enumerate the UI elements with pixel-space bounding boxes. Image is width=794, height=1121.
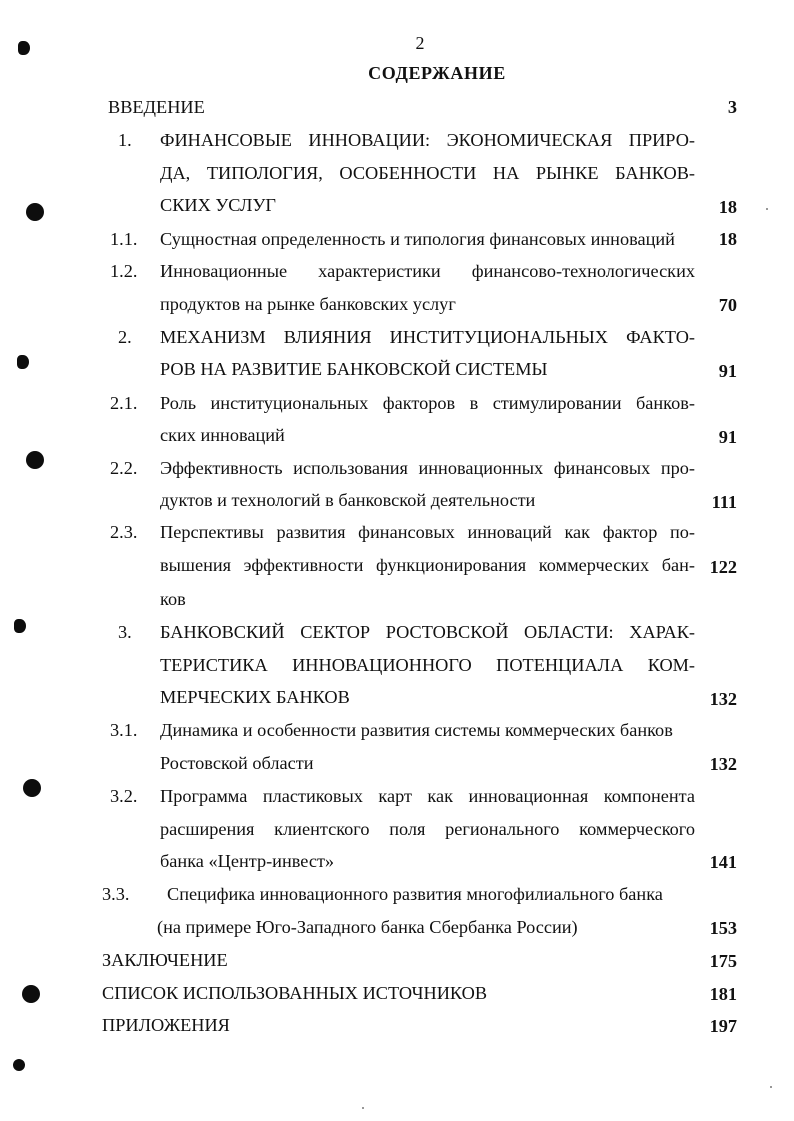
toc-entry-line: ских инноваций — [160, 425, 285, 445]
binder-hole-mark — [26, 451, 44, 469]
toc-entry-line: дуктов и технологий в банковской деятельности — [160, 490, 536, 510]
toc-entry-number: 2.1. — [110, 393, 138, 413]
toc-entry-page: 70 — [718, 295, 737, 315]
toc-entry-line: Эффективность использования инновационных финансовых про- — [160, 458, 695, 478]
toc-entry-page: 122 — [709, 557, 737, 577]
toc-entry-line: РОВ НА РАЗВИТИЕ БАНКОВСКОЙ СИСТЕМЫ — [160, 359, 548, 379]
toc-entry-line: Роль институциональных факторов в стимулировании банков- — [160, 393, 695, 413]
scan-speck — [770, 1086, 772, 1088]
toc-entry-line: расширения клиентского поля регионального коммерческого — [160, 819, 695, 839]
toc-entry-page: 175 — [709, 951, 737, 971]
toc-entry-number: 2.3. — [110, 522, 138, 542]
toc-entry-title: ВВЕДЕНИЕ — [108, 97, 205, 117]
binder-hole-mark — [26, 203, 44, 221]
toc-entry-page: 132 — [709, 689, 737, 709]
toc-entry-line: БАНКОВСКИЙ СЕКТОР РОСТОВСКОЙ ОБЛАСТИ: ХАРАК- — [160, 622, 695, 642]
toc-entry-number: 3.2. — [110, 786, 138, 806]
toc-entry-line: МЕРЧЕСКИХ БАНКОВ — [160, 687, 350, 707]
toc-entry-line: ков — [160, 589, 186, 609]
toc-entry-line: ДА, ТИПОЛОГИЯ, ОСОБЕННОСТИ НА РЫНКЕ БАНКОВ- — [160, 163, 695, 183]
toc-entry-line: Инновационные характеристики финансово-технологических — [160, 261, 695, 281]
toc-entry-line: продуктов на рынке банковских услуг — [160, 294, 456, 314]
toc-entry-number: 1. — [118, 130, 132, 150]
toc-entry-page: 132 — [709, 754, 737, 774]
toc-entry-title: ЗАКЛЮЧЕНИЕ — [102, 950, 228, 970]
toc-entry-line: ТЕРИСТИКА ИННОВАЦИОННОГО ПОТЕНЦИАЛА КОМ- — [160, 655, 695, 675]
toc-entry-line: (на примере Юго-Западного банка Сбербанка России) — [157, 917, 578, 937]
toc-entry-line: Программа пластиковых карт как инновационная компонента — [160, 786, 695, 806]
toc-entry-line: МЕХАНИЗМ ВЛИЯНИЯ ИНСТИТУЦИОНАЛЬНЫХ ФАКТО- — [160, 327, 695, 347]
toc-entry-number: 1.2. — [110, 261, 138, 281]
toc-title: СОДЕРЖАНИЕ — [368, 63, 506, 83]
toc-entry-number: 2.2. — [110, 458, 138, 478]
toc-entry-line: Ростовской области — [160, 753, 314, 773]
binder-hole-mark — [14, 619, 26, 633]
toc-entry-page: 18 — [718, 229, 737, 249]
toc-entry-line: Специфика инновационного развития многофилиального банка — [167, 884, 663, 904]
toc-entry-number: 3.1. — [110, 720, 138, 740]
toc-entry-line: Динамика и особенности развития системы коммерческих банков — [160, 720, 673, 740]
toc-entry-number: 3. — [118, 622, 132, 642]
toc-entry-page: 197 — [709, 1016, 737, 1036]
toc-entry-page: 3 — [727, 97, 737, 117]
page-number: 2 — [415, 33, 425, 53]
toc-entry-page: 181 — [709, 984, 737, 1004]
toc-entry-line: ФИНАНСОВЫЕ ИННОВАЦИИ: ЭКОНОМИЧЕСКАЯ ПРИРО- — [160, 130, 695, 150]
toc-entry-number: 2. — [118, 327, 132, 347]
toc-entry-page: 91 — [718, 361, 737, 381]
binder-hole-mark — [17, 355, 29, 369]
toc-entry-title: ПРИЛОЖЕНИЯ — [102, 1015, 230, 1035]
toc-entry-page: 18 — [718, 197, 737, 217]
binder-hole-mark — [13, 1059, 25, 1071]
binder-hole-mark — [22, 985, 40, 1003]
toc-entry-line: Сущностная определенность и типология финансовых инноваций — [160, 229, 675, 249]
scan-speck — [362, 1107, 364, 1109]
toc-entry-line: вышения эффективности функционирования коммерческих бан- — [160, 555, 695, 575]
toc-entry-page: 141 — [709, 852, 737, 872]
toc-entry-page: 153 — [709, 918, 737, 938]
toc-entry-page: 111 — [711, 492, 737, 512]
toc-entry-line: СКИХ УСЛУГ — [160, 195, 276, 215]
scan-speck — [766, 208, 768, 210]
toc-entry-title: СПИСОК ИСПОЛЬЗОВАННЫХ ИСТОЧНИКОВ — [102, 983, 488, 1003]
toc-entry-page: 91 — [718, 427, 737, 447]
toc-entry-number: 1.1. — [110, 229, 138, 249]
toc-entry-line: Перспективы развития финансовых инноваций как фактор по- — [160, 522, 695, 542]
toc-entry-number: 3.3. — [102, 884, 130, 904]
toc-entry-line: банка «Центр-инвест» — [160, 851, 335, 871]
binder-hole-mark — [23, 779, 41, 797]
